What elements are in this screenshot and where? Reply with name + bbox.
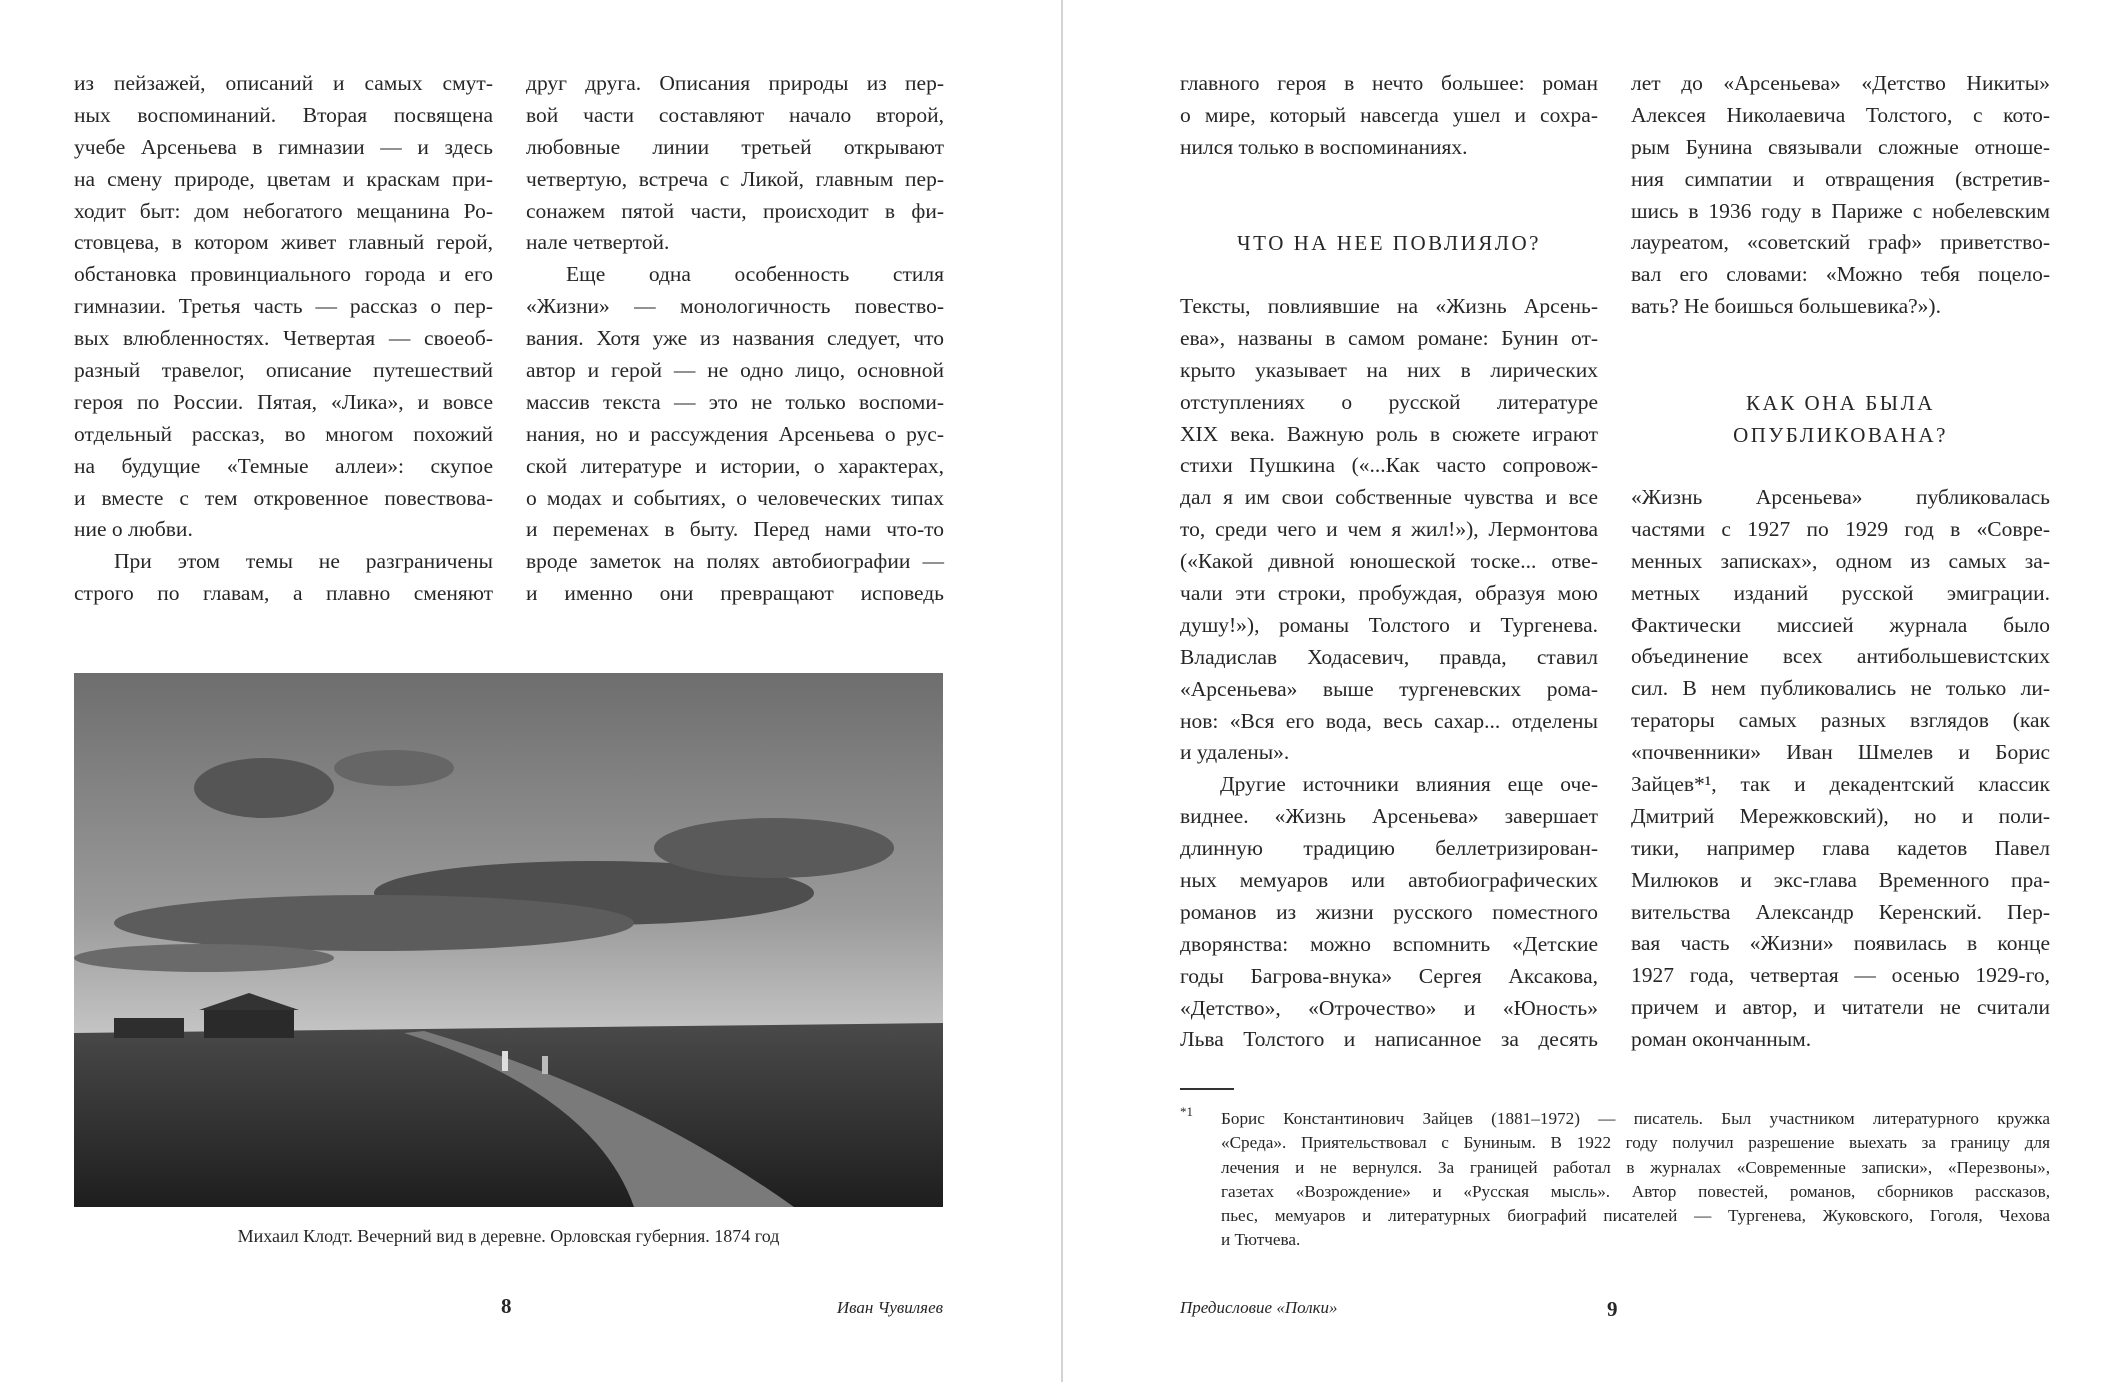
text-line: обстановка провинциального города и его — [74, 262, 493, 287]
footnote-text — [1221, 1107, 2050, 1253]
text-line: крыто указывает на них в лирических — [1180, 357, 1598, 382]
text-line: нился только в воспоминаниях. — [1180, 134, 1468, 159]
text-line: виднее. «Жизнь Арсеньева» завершает — [1180, 804, 1598, 829]
text-line: на смену природе, цветам и краскам при- — [74, 166, 493, 191]
text-line: метных изданий русской эмиграции. — [1631, 580, 2050, 605]
text-line: шись в 1936 году в Париже с нобелевским — [1631, 198, 2050, 223]
right-column-2-top — [1631, 68, 2050, 323]
text-line: друг друга. Описания природы из пер- — [526, 71, 944, 95]
text-line: При этом темы не разграничены — [114, 549, 493, 574]
text-line: и переменах в быту. Перед нами что-то — [526, 517, 944, 542]
heading-line: ОПУБЛИКОВАНА? — [1733, 423, 1948, 447]
right-column-1-top — [1180, 68, 1598, 164]
text-line: объединение всех антибольшевистских — [1631, 644, 2050, 669]
text-line: Алексея Николаевича Толстого, с кото- — [1631, 102, 2050, 127]
text-line: вать? Не боишься большевика?»). — [1631, 294, 1941, 319]
heading-line: КАК ОНА БЫЛА — [1746, 391, 1935, 415]
footnote-rule — [1180, 1088, 1234, 1090]
text-line: отдельный рассказ, во многом похожий — [74, 421, 493, 446]
text-line: нания, но и рассуждения Арсеньева о рус- — [526, 421, 944, 446]
text-line: частями с 1927 по 1929 год в «Совре- — [1631, 516, 2050, 541]
text-line: стихи Пушкина («...Как часто сопровож- — [1180, 453, 1598, 478]
text-line: вых влюбленностях. Четвертая — своеоб- — [74, 326, 493, 351]
text-line: и Тютчева. — [1221, 1230, 1301, 1250]
page-spine-divider — [1061, 0, 1063, 1382]
text-line: сил. В нем публиковались не только ли- — [1631, 676, 2050, 701]
text-line: «Среда». Приятельствовал с Буниным. В 1922 году получил разрешение выехать за границу для — [1221, 1133, 2050, 1153]
text-line: чали эти строки, пробуждая, образуя мою — [1180, 581, 1598, 606]
text-line: учебе Арсеньева в гимназии — и здесь — [74, 134, 493, 159]
text-line: годы Багрова-внука» Сергея Аксакова, — [1180, 963, 1598, 988]
left-column-2 — [526, 68, 944, 610]
text-line: рым Бунина связывали сложные отноше- — [1631, 134, 2050, 159]
left-column-1 — [74, 68, 493, 610]
text-line: ния симпатии и отвращения (встретив- — [1631, 166, 2050, 191]
page-number-right: 9 — [1607, 1297, 1618, 1321]
text-line: роман окончанным. — [1631, 1027, 1812, 1052]
text-line: любовные линии третьей открывают — [526, 134, 944, 159]
text-line: «Жизни» — монологичность повество- — [526, 294, 944, 319]
text-line: менных записках», одном из самых за- — [1631, 548, 2050, 573]
section-heading-influences: ЧТО НА НЕЕ ПОВЛИЯЛО? — [1237, 231, 1541, 255]
text-line: дал я им свои собственные чувства и все — [1180, 485, 1598, 510]
text-line: Другие источники влияния еще оче- — [1220, 772, 1598, 797]
text-line: душу!»), романы Толстого и Тургенева. — [1180, 612, 1598, 637]
text-line: вроде заметок на полях автобиографии — — [526, 549, 944, 574]
text-line: «Арсеньева» выше тургеневских рома- — [1180, 676, 1598, 701]
text-line: лауреатом, «советский граф» приветство- — [1631, 230, 2050, 255]
text-line: о модах и событиях, о человеческих типах — [526, 485, 944, 510]
running-head-author: Иван Чувиляев — [836, 1298, 943, 1317]
text-line: разный травелог, описание путешествий — [74, 358, 493, 383]
text-line: массив текста — это не только воспоми- — [526, 389, 944, 414]
image-caption: Михаил Клодт. Вечерний вид в деревне. Орловская губерния. 1874 год — [237, 1226, 780, 1246]
footnote-marker: *1 — [1180, 1104, 1193, 1119]
text-line: то, среди чего и чем я жил!»), Лермонтова — [1180, 517, 1598, 542]
text-line: ных мемуаров или автобиографических — [1180, 868, 1598, 893]
text-line: ской литературе и истории, о характерах, — [526, 453, 944, 478]
text-line: Фактически миссией журнала было — [1631, 612, 2050, 637]
text-line: газетах «Возрождение» и «Русская мысль». Автор повестей, романов, сборников рассказов, — [1221, 1181, 2050, 1201]
text-line: причем и автор, и читатели не считали — [1631, 995, 2050, 1020]
text-line: тики, например глава кадетов Павел — [1631, 835, 2050, 860]
text-line: вой части составляют начало второй, — [526, 102, 944, 127]
text-line: из пейзажей, описаний и самых смут- — [74, 71, 493, 95]
text-line: Милюков и экс-глава Временного пра- — [1631, 867, 2050, 892]
text-line: и вместе с тем откровенное повествова- — [74, 485, 493, 510]
painting-image — [74, 673, 943, 1207]
text-line: вительства Александр Керенский. Пер- — [1631, 899, 2050, 924]
text-line: XIX века. Важную роль в сюжете играют — [1180, 421, 1598, 446]
text-line: дворянства: можно вспомнить «Детские — [1180, 931, 1598, 956]
text-line: автор и герой — не одно лицо, основной — [526, 358, 944, 383]
text-line: вания. Хотя уже из названия следует, что — [526, 326, 944, 351]
text-line: ние о любви. — [74, 517, 193, 542]
section-heading-publication — [1631, 387, 2050, 451]
text-line: Еще одна особенность стиля — [566, 262, 944, 287]
text-line: («Какой дивной юношеской тоске... отве- — [1180, 549, 1598, 574]
text-line: лет до «Арсеньева» «Детство Никиты» — [1631, 71, 2050, 95]
text-line: вая часть «Жизни» появилась в конце — [1631, 931, 2050, 956]
text-line: пьес, мемуаров и литературных биографий писателей — Тургенева, Жуковского, Гоголя, Чехова — [1221, 1206, 2050, 1226]
text-line: главного героя в нечто большее: роман — [1180, 71, 1598, 95]
text-line: «Детство», «Отрочество» и «Юность» — [1180, 995, 1598, 1020]
text-line: стовцева, в котором живет главный герой, — [74, 230, 493, 255]
text-line: четвертую, встреча с Ликой, главным пер- — [526, 166, 944, 191]
page-number-left: 8 — [501, 1294, 512, 1318]
text-line: Владислав Ходасевич, правда, ставил — [1180, 644, 1598, 669]
running-head-title: Предисловие «Полки» — [1180, 1298, 1338, 1317]
text-line: о мире, который навсегда ушел и сохра- — [1180, 102, 1598, 127]
text-line: отступлениях о русской литературе — [1180, 389, 1598, 414]
text-line: длинную традицию беллетризирован- — [1180, 836, 1598, 861]
text-line: 1927 года, четвертая — осенью 1929-го, — [1631, 963, 2050, 988]
text-line: тераторы самых разных взглядов (как — [1631, 708, 2050, 733]
text-line: романов из жизни русского поместного — [1180, 899, 1598, 924]
text-line: «Жизнь Арсеньева» публиковалась — [1631, 485, 2050, 509]
text-line: строго по главам, а плавно сменяют — [74, 581, 493, 606]
text-line: Борис Константинович Зайцев (1881–1972) — писатель. Был участником литературного кружка — [1221, 1109, 2050, 1128]
text-line: и удалены». — [1180, 740, 1290, 765]
text-line: «почвенники» Иван Шмелев и Борис — [1631, 740, 2050, 765]
text-line: лечения и не вернулся. За границей работал в журналах «Современные записки», «Перезвоны», — [1221, 1157, 2050, 1177]
text-line: героя по России. Пятая, «Лика», и вовсе — [74, 389, 493, 414]
text-line: Льва Толстого и написанное за десять — [1180, 1027, 1598, 1052]
text-line: и именно они превращают исповедь — [526, 581, 944, 606]
text-line: Тексты, повлиявшие на «Жизнь Арсень- — [1180, 294, 1598, 318]
text-line: Дмитрий Мережковский), но и поли- — [1631, 803, 2050, 828]
right-column-2-bottom — [1631, 482, 2050, 1056]
text-line: Зайцев*¹, так и декадентский классик — [1631, 772, 2050, 797]
text-line: ева», названы в самом романе: Бунин от- — [1180, 325, 1598, 350]
text-line: сонажем пятой части, происходит в фи- — [526, 198, 944, 223]
text-line: нале четвертой. — [526, 230, 670, 255]
right-column-1-bottom — [1180, 291, 1598, 1056]
text-line: вал его словами: «Можно тебя поцело- — [1631, 262, 2050, 287]
text-line: ходит быт: дом небогатого мещанина Ро- — [74, 198, 493, 223]
text-line: нов: «Вся его вода, весь сахар... отделены — [1180, 708, 1598, 733]
text-line: ных воспоминаний. Вторая посвящена — [74, 102, 493, 127]
text-line: гимназии. Третья часть — рассказ о пер- — [74, 294, 493, 319]
text-line: на будущие «Темные аллеи»: скупое — [74, 453, 493, 478]
